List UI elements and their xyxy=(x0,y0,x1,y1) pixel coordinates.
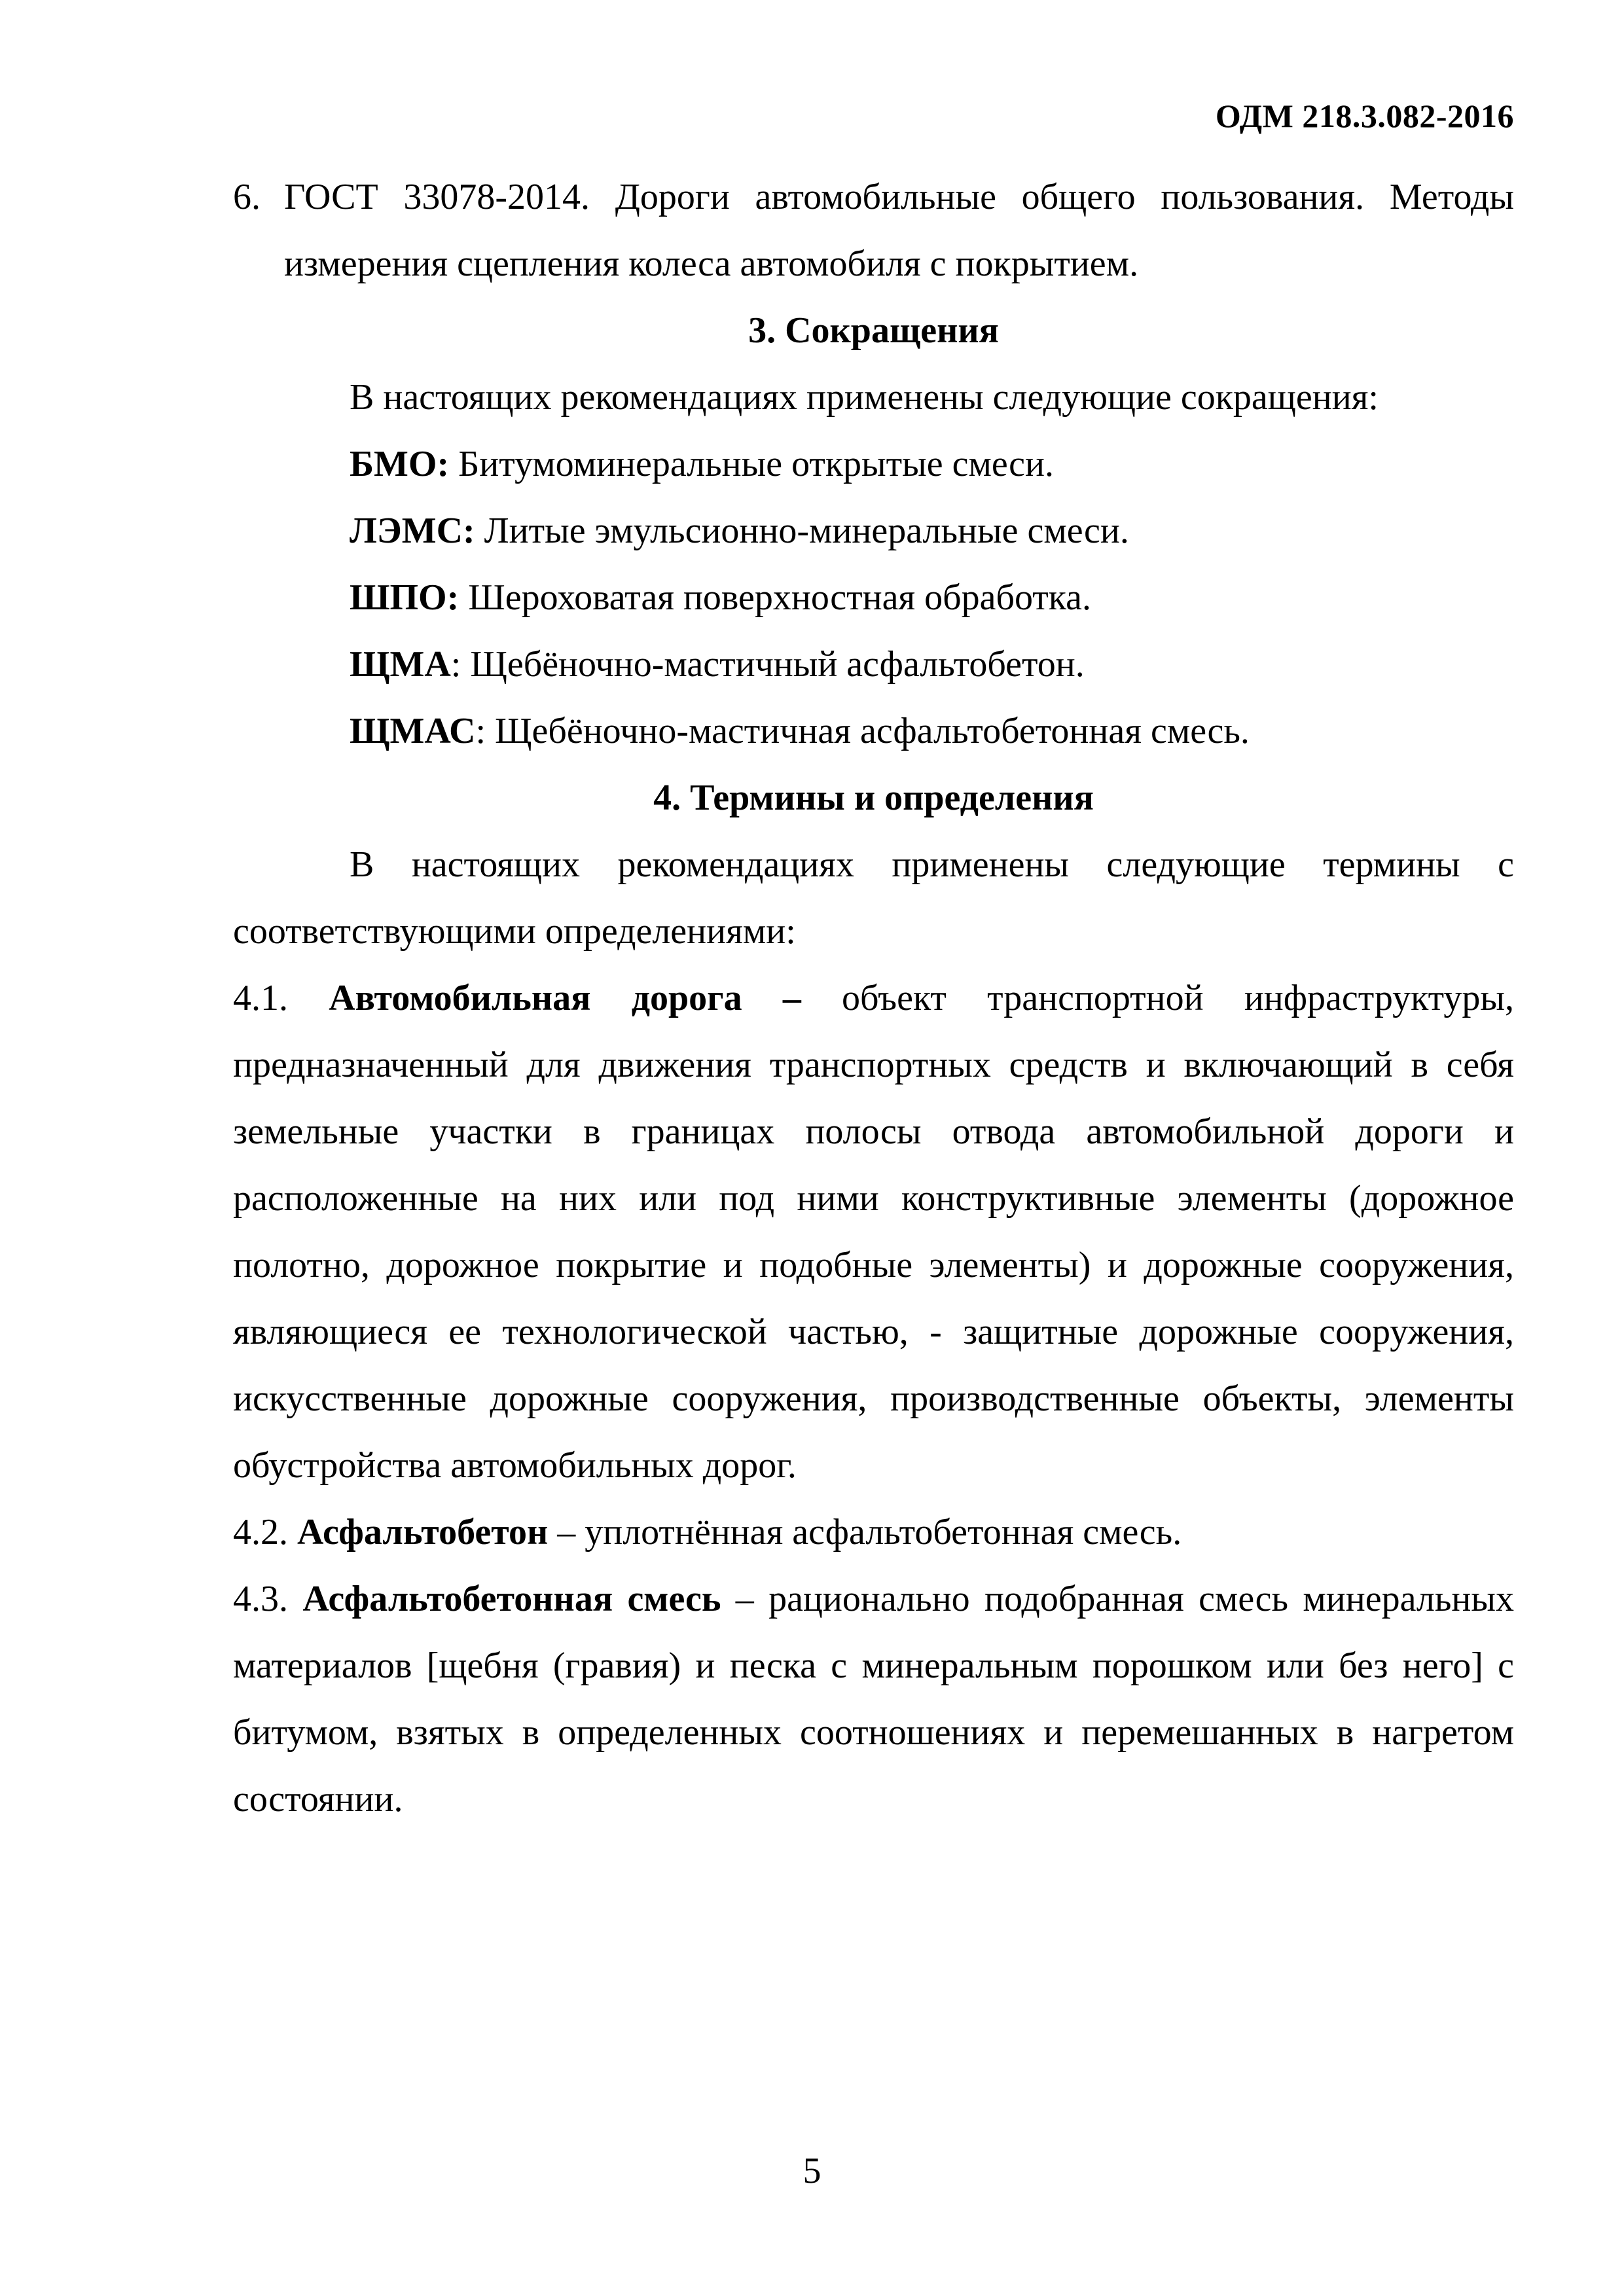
abbreviations-intro: В настоящих рекомендациях применены следующие сокращения: xyxy=(350,377,1379,418)
reference-item xyxy=(233,164,1514,297)
term-name: Асфальтобетон xyxy=(297,1512,549,1552)
term-name: Автомобильная дорога – xyxy=(329,978,801,1018)
term-name: Асфальтобетонная смесь xyxy=(302,1579,721,1619)
terms-intro: В настоящих рекомендациях применены следующие термины с соответствующими определениями: xyxy=(233,844,1514,952)
term-definition-text: объект транспортной инфраструктуры, предназначенный для движения транспортных средств и включающий в себя земельные участки в границах полосы отвода автомобильной дороги и расположенные на них или под ними конструктивные элементы (дорожное полотно, дорожное покрытие и подобные элементы) и дорожные сооружения, являющиеся ее технологической частью, - защитные дорожные сооружения, искусственные дорожные сооружения, производственные объекты, элементы обустройства автомобильных дорог. xyxy=(233,978,1514,1486)
abbreviation-item xyxy=(233,431,1514,497)
abbreviation-definition: Щебёночно-мастичная асфальтобетонная смесь. xyxy=(495,711,1250,751)
abbreviation-definition: Щебёночно-мастичный асфальтобетон. xyxy=(470,644,1085,685)
abbreviation-definition: Шероховатая поверхностная обработка. xyxy=(468,577,1091,618)
reference-text: ГОСТ 33078-2014. Дороги автомобильные общего пользования. Методы измерения сцепления колеса автомобиля с покрытием. xyxy=(284,177,1514,284)
abbreviation-separator xyxy=(449,444,458,484)
term-number: 4.2. xyxy=(233,1512,288,1552)
document-code: ОДМ 218.3.082-2016 xyxy=(1215,98,1514,134)
abbreviation-term: БМО: xyxy=(350,444,450,484)
page-number: 5 xyxy=(803,2151,821,2191)
abbreviation-term: ШПО: xyxy=(350,577,460,618)
abbreviation-item xyxy=(233,698,1514,764)
section-4-title: 4. Термины и определения xyxy=(653,778,1094,818)
term-definition-text: – уплотнённая асфальтобетонная смесь. xyxy=(557,1512,1182,1552)
abbreviation-term: ЩМА xyxy=(350,644,451,685)
term-number: 4.3. xyxy=(233,1579,288,1619)
term-definition-text: – рационально подобранная смесь минеральных материалов [щебня (гравия) и песка с минеральным порошком или без него] с битумом, взятых в определенных соотношениях и перемешанных в нагретом состоянии. xyxy=(233,1579,1514,1820)
term-number: 4.1. xyxy=(233,978,288,1018)
term-definition-4-1 xyxy=(233,965,1514,1499)
abbreviation-definition: Литые эмульсионно-минеральные смеси. xyxy=(484,511,1129,551)
section-3-title: 3. Сокращения xyxy=(748,310,999,351)
page-content xyxy=(233,164,1514,1833)
abbreviation-separator: : xyxy=(450,644,471,685)
term-definition-4-2 xyxy=(233,1499,1514,1566)
abbreviation-item xyxy=(233,564,1514,631)
abbreviation-item xyxy=(233,497,1514,564)
abbreviation-term: ЛЭМС: xyxy=(350,511,475,551)
abbreviation-definition: Битумоминеральные открытые смеси. xyxy=(458,444,1054,484)
abbreviation-separator: : xyxy=(475,711,496,751)
abbreviations-list xyxy=(233,431,1514,764)
term-definition-4-3 xyxy=(233,1566,1514,1833)
abbreviation-item xyxy=(233,631,1514,698)
reference-number: 6. xyxy=(233,177,261,217)
abbreviation-term: ЩМАС xyxy=(350,711,476,751)
abbreviation-separator xyxy=(475,511,484,551)
abbreviation-separator xyxy=(459,577,468,618)
